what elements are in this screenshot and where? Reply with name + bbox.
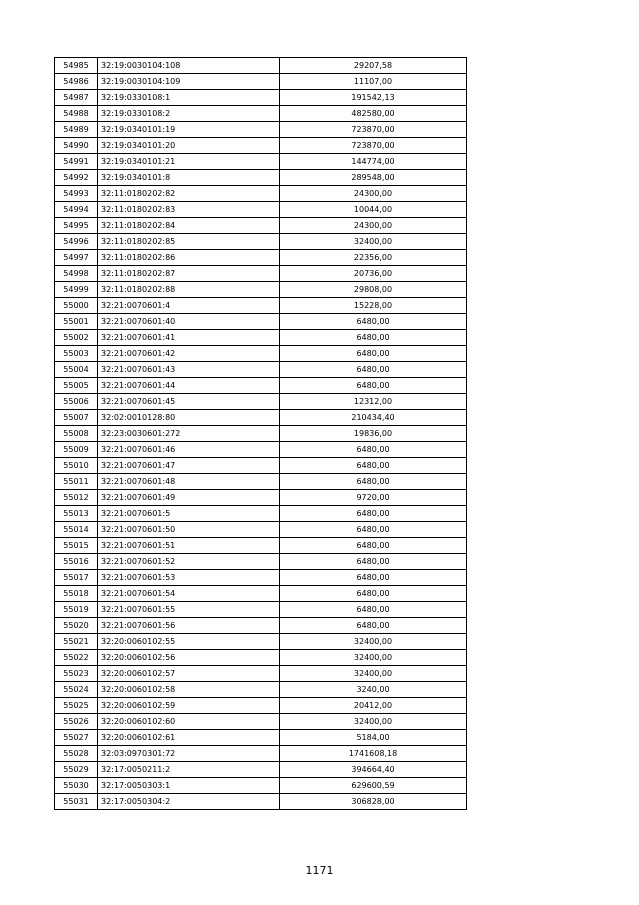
table-row	[55, 170, 467, 186]
table-row	[55, 474, 467, 490]
value-cell: 482580,00	[280, 106, 467, 122]
row-number-cell: 55030	[55, 778, 98, 794]
row-number-cell: 55002	[55, 330, 98, 346]
row-number-cell: 55028	[55, 746, 98, 762]
row-number-cell: 55001	[55, 314, 98, 330]
cadastral-number-cell: 32:20:0060102:59	[98, 698, 280, 714]
row-number-cell: 55018	[55, 586, 98, 602]
row-number-cell: 55023	[55, 666, 98, 682]
cadastral-number-cell: 32:20:0060102:56	[98, 650, 280, 666]
table-row	[55, 714, 467, 730]
value-cell: 32400,00	[280, 714, 467, 730]
cadastral-number-cell: 32:19:0340101:21	[98, 154, 280, 170]
cadastral-number-cell: 32:21:0070601:54	[98, 586, 280, 602]
value-cell: 10044,00	[280, 202, 467, 218]
value-cell: 6480,00	[280, 522, 467, 538]
row-number-cell: 55000	[55, 298, 98, 314]
value-cell: 15228,00	[280, 298, 467, 314]
value-cell: 32400,00	[280, 234, 467, 250]
value-cell: 24300,00	[280, 186, 467, 202]
table-row	[55, 538, 467, 554]
table-row	[55, 458, 467, 474]
row-number-cell: 54999	[55, 282, 98, 298]
cadastral-number-cell: 32:19:0030104:108	[98, 58, 280, 74]
value-cell: 32400,00	[280, 634, 467, 650]
row-number-cell: 55020	[55, 618, 98, 634]
table-row	[55, 298, 467, 314]
table-row	[55, 362, 467, 378]
cadastral-number-cell: 32:21:0070601:50	[98, 522, 280, 538]
cadastral-number-cell: 32:21:0070601:47	[98, 458, 280, 474]
row-number-cell: 55010	[55, 458, 98, 474]
row-number-cell: 55006	[55, 394, 98, 410]
row-number-cell: 55014	[55, 522, 98, 538]
row-number-cell: 55025	[55, 698, 98, 714]
cadastral-number-cell: 32:23:0030601:272	[98, 426, 280, 442]
value-cell: 22356,00	[280, 250, 467, 266]
table-row	[55, 698, 467, 714]
row-number-cell: 55011	[55, 474, 98, 490]
cadastral-number-cell: 32:21:0070601:45	[98, 394, 280, 410]
cadastral-number-cell: 32:20:0060102:57	[98, 666, 280, 682]
table-row	[55, 202, 467, 218]
cadastral-number-cell: 32:21:0070601:53	[98, 570, 280, 586]
table-row	[55, 794, 467, 810]
row-number-cell: 55024	[55, 682, 98, 698]
value-cell: 6480,00	[280, 538, 467, 554]
value-cell: 723870,00	[280, 138, 467, 154]
value-cell: 6480,00	[280, 570, 467, 586]
cadastral-number-cell: 32:20:0060102:60	[98, 714, 280, 730]
value-cell: 723870,00	[280, 122, 467, 138]
row-number-cell: 54995	[55, 218, 98, 234]
value-cell: 3240,00	[280, 682, 467, 698]
cadastral-number-cell: 32:21:0070601:43	[98, 362, 280, 378]
value-cell: 24300,00	[280, 218, 467, 234]
row-number-cell: 54997	[55, 250, 98, 266]
value-cell: 6480,00	[280, 458, 467, 474]
cadastral-number-cell: 32:11:0180202:87	[98, 266, 280, 282]
value-cell: 6480,00	[280, 362, 467, 378]
cadastral-number-cell: 32:19:0330108:2	[98, 106, 280, 122]
page-number: 1171	[305, 864, 334, 877]
row-number-cell: 54992	[55, 170, 98, 186]
cadastral-number-cell: 32:21:0070601:41	[98, 330, 280, 346]
cadastral-number-cell: 32:21:0070601:5	[98, 506, 280, 522]
row-number-cell: 55021	[55, 634, 98, 650]
cadastral-number-cell: 32:21:0070601:55	[98, 602, 280, 618]
registry-table	[54, 57, 467, 810]
row-number-cell: 55017	[55, 570, 98, 586]
row-number-cell: 55016	[55, 554, 98, 570]
cadastral-number-cell: 32:21:0070601:40	[98, 314, 280, 330]
cadastral-number-cell: 32:19:0340101:8	[98, 170, 280, 186]
cadastral-number-cell: 32:11:0180202:82	[98, 186, 280, 202]
table-row	[55, 282, 467, 298]
table-row	[55, 346, 467, 362]
table-row	[55, 506, 467, 522]
row-number-cell: 54998	[55, 266, 98, 282]
table-row	[55, 378, 467, 394]
row-number-cell: 54990	[55, 138, 98, 154]
row-number-cell: 55003	[55, 346, 98, 362]
cadastral-number-cell: 32:20:0060102:58	[98, 682, 280, 698]
row-number-cell: 55008	[55, 426, 98, 442]
cadastral-number-cell: 32:21:0070601:48	[98, 474, 280, 490]
value-cell: 629600,59	[280, 778, 467, 794]
value-cell: 20412,00	[280, 698, 467, 714]
value-cell: 6480,00	[280, 602, 467, 618]
row-number-cell: 54994	[55, 202, 98, 218]
table-row	[55, 250, 467, 266]
row-number-cell: 54985	[55, 58, 98, 74]
value-cell: 6480,00	[280, 506, 467, 522]
value-cell: 6480,00	[280, 442, 467, 458]
table-row	[55, 234, 467, 250]
cadastral-number-cell: 32:11:0180202:86	[98, 250, 280, 266]
table-row	[55, 778, 467, 794]
table-row	[55, 442, 467, 458]
row-number-cell: 54993	[55, 186, 98, 202]
row-number-cell: 54991	[55, 154, 98, 170]
value-cell: 6480,00	[280, 330, 467, 346]
cadastral-number-cell: 32:21:0070601:56	[98, 618, 280, 634]
table-row	[55, 218, 467, 234]
value-cell: 306828,00	[280, 794, 467, 810]
row-number-cell: 55029	[55, 762, 98, 778]
value-cell: 20736,00	[280, 266, 467, 282]
table-row	[55, 762, 467, 778]
row-number-cell: 55022	[55, 650, 98, 666]
table-row	[55, 522, 467, 538]
value-cell: 6480,00	[280, 314, 467, 330]
value-cell: 394664,40	[280, 762, 467, 778]
row-number-cell: 55009	[55, 442, 98, 458]
table-row	[55, 122, 467, 138]
row-number-cell: 54987	[55, 90, 98, 106]
value-cell: 6480,00	[280, 554, 467, 570]
value-cell: 6480,00	[280, 586, 467, 602]
row-number-cell: 55012	[55, 490, 98, 506]
cadastral-number-cell: 32:20:0060102:61	[98, 730, 280, 746]
cadastral-number-cell: 32:11:0180202:88	[98, 282, 280, 298]
table-row	[55, 586, 467, 602]
table-row	[55, 154, 467, 170]
table-row	[55, 314, 467, 330]
table-row	[55, 58, 467, 74]
row-number-cell: 55015	[55, 538, 98, 554]
cadastral-number-cell: 32:11:0180202:83	[98, 202, 280, 218]
row-number-cell: 54989	[55, 122, 98, 138]
table-row	[55, 666, 467, 682]
cadastral-number-cell: 32:21:0070601:49	[98, 490, 280, 506]
value-cell: 29808,00	[280, 282, 467, 298]
row-number-cell: 54988	[55, 106, 98, 122]
cadastral-number-cell: 32:17:0050303:1	[98, 778, 280, 794]
cadastral-number-cell: 32:03:0970301:72	[98, 746, 280, 762]
value-cell: 32400,00	[280, 650, 467, 666]
value-cell: 210434,40	[280, 410, 467, 426]
value-cell: 144774,00	[280, 154, 467, 170]
cadastral-number-cell: 32:11:0180202:85	[98, 234, 280, 250]
value-cell: 5184,00	[280, 730, 467, 746]
value-cell: 32400,00	[280, 666, 467, 682]
table-row	[55, 618, 467, 634]
row-number-cell: 55004	[55, 362, 98, 378]
table-row	[55, 602, 467, 618]
row-number-cell: 55031	[55, 794, 98, 810]
table-row	[55, 74, 467, 90]
table-row	[55, 330, 467, 346]
table-row	[55, 682, 467, 698]
table-row	[55, 90, 467, 106]
cadastral-number-cell: 32:21:0070601:44	[98, 378, 280, 394]
table-row	[55, 410, 467, 426]
value-cell: 19836,00	[280, 426, 467, 442]
value-cell: 12312,00	[280, 394, 467, 410]
value-cell: 11107,00	[280, 74, 467, 90]
row-number-cell: 54996	[55, 234, 98, 250]
cadastral-number-cell: 32:21:0070601:51	[98, 538, 280, 554]
cadastral-number-cell: 32:21:0070601:4	[98, 298, 280, 314]
table-row	[55, 746, 467, 762]
value-cell: 6480,00	[280, 346, 467, 362]
cadastral-number-cell: 32:21:0070601:46	[98, 442, 280, 458]
cadastral-number-cell: 32:20:0060102:55	[98, 634, 280, 650]
row-number-cell: 55019	[55, 602, 98, 618]
cadastral-number-cell: 32:17:0050211:2	[98, 762, 280, 778]
cadastral-number-cell: 32:17:0050304:2	[98, 794, 280, 810]
value-cell: 29207,58	[280, 58, 467, 74]
table-row	[55, 570, 467, 586]
value-cell: 6480,00	[280, 378, 467, 394]
cadastral-number-cell: 32:19:0340101:19	[98, 122, 280, 138]
table-row	[55, 554, 467, 570]
table-row	[55, 138, 467, 154]
table-row	[55, 730, 467, 746]
table-row	[55, 634, 467, 650]
table-row	[55, 106, 467, 122]
cadastral-number-cell: 32:21:0070601:52	[98, 554, 280, 570]
table-row	[55, 426, 467, 442]
cadastral-number-cell: 32:19:0340101:20	[98, 138, 280, 154]
cadastral-number-cell: 32:19:0330108:1	[98, 90, 280, 106]
cadastral-number-cell: 32:19:0030104:109	[98, 74, 280, 90]
row-number-cell: 55027	[55, 730, 98, 746]
value-cell: 9720,00	[280, 490, 467, 506]
row-number-cell: 54986	[55, 74, 98, 90]
row-number-cell: 55005	[55, 378, 98, 394]
value-cell: 289548,00	[280, 170, 467, 186]
table-row	[55, 490, 467, 506]
row-number-cell: 55013	[55, 506, 98, 522]
table-row	[55, 186, 467, 202]
value-cell: 191542,13	[280, 90, 467, 106]
value-cell: 1741608,18	[280, 746, 467, 762]
value-cell: 6480,00	[280, 474, 467, 490]
cadastral-number-cell: 32:02:0010128:80	[98, 410, 280, 426]
row-number-cell: 55007	[55, 410, 98, 426]
table-row	[55, 650, 467, 666]
cadastral-number-cell: 32:21:0070601:42	[98, 346, 280, 362]
row-number-cell: 55026	[55, 714, 98, 730]
table-row	[55, 394, 467, 410]
value-cell: 6480,00	[280, 618, 467, 634]
registry-table-body	[55, 58, 467, 810]
cadastral-number-cell: 32:11:0180202:84	[98, 218, 280, 234]
table-row	[55, 266, 467, 282]
